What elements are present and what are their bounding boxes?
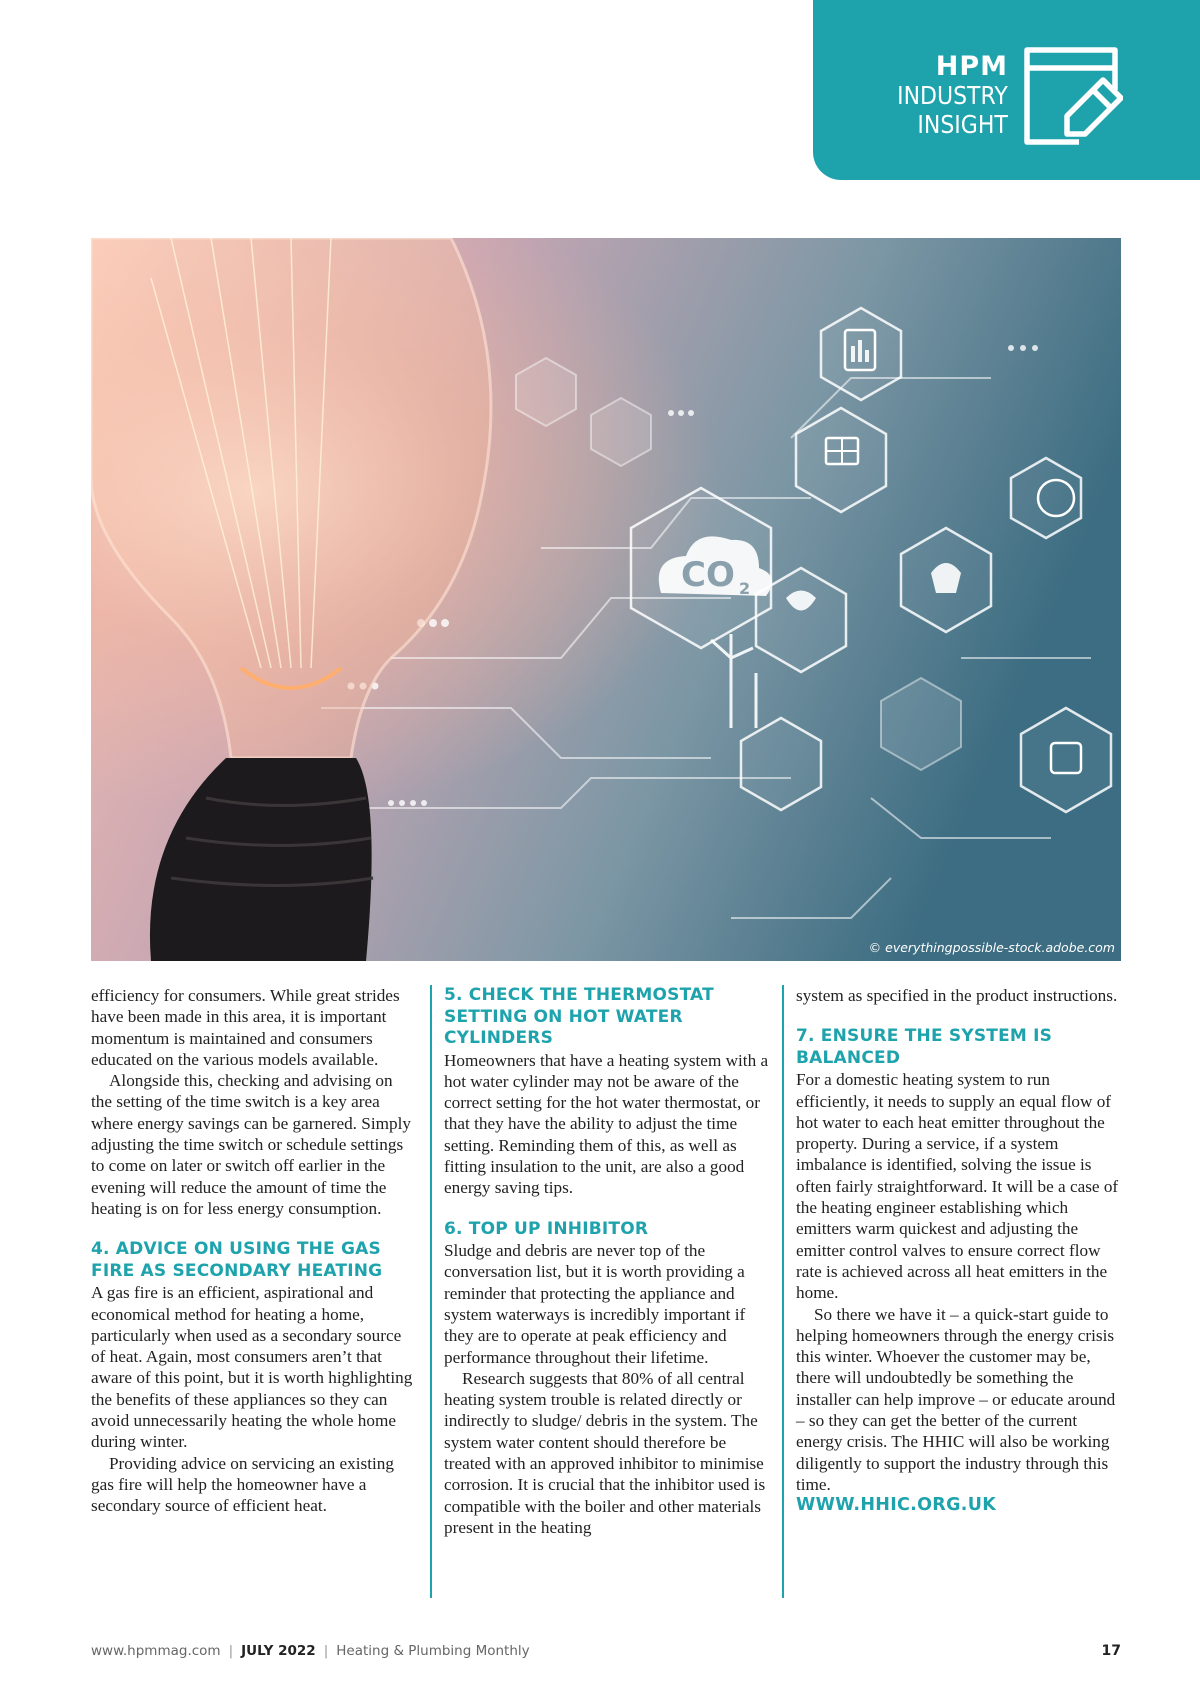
photo-credit: © everythingpossible-stock.adobe.com xyxy=(868,940,1115,955)
paragraph: So there we have it – a quick-start guide to helping homeowners through the energy crisis this winter. Whoever the customer may be, there will undoubtedly be something the installer can help improve – or educate around – so they can get the better of the current energy crisis. The HHIC will also be working diligently to support the industry through this time. xyxy=(796,1304,1116,1494)
hpm-industry-insight-badge xyxy=(813,0,1200,180)
article-column-2 xyxy=(444,985,769,1538)
section-heading-7: 7. ENSURE THE SYSTEM IS BALANCED xyxy=(796,1026,1053,1068)
paragraph: Providing advice on servicing an existing gas fire will help the homeowner have a secondary source of efficient heat. xyxy=(91,1453,394,1516)
section-heading-4: 4. ADVICE ON USING THE GAS FIRE AS SECONDARY HEATING xyxy=(91,1239,383,1281)
footer-publication: Heating & Plumbing Monthly xyxy=(336,1643,530,1659)
svg-text:CO: CO xyxy=(681,555,735,595)
column-rule-2 xyxy=(782,985,784,1598)
article-column-3 xyxy=(796,985,1121,1517)
article-column-1 xyxy=(91,985,414,1517)
hhic-website-link[interactable]: WWW.HHIC.ORG.UK xyxy=(796,1495,997,1516)
paragraph: For a domestic heating system to run efficiently, it needs to supply an equal flow of hot water to each heat emitter throughout the property. During a service, if a system imbalance is identified, solving the issue is often fairly straightforward. It will be a case of the heating engineer establishing which emitters warm quickest and adjusting the emitter control valves to ensure correct flow rate is achieved across all heat emitters in the home. xyxy=(796,1070,1119,1303)
paragraph: system as specified in the product instructions. xyxy=(796,986,1118,1005)
notepad-pen-icon xyxy=(1023,46,1123,146)
badge-line-insight: INSIGHT xyxy=(917,110,1008,139)
paragraph: Alongside this, checking and advising on the setting of the time switch is a key area where energy savings can be garnered. Simply adjusting the time switch or schedule settings to come on later or switch off earlier in the evening will reduce the amount of time the heating is on for less energy consumption. xyxy=(91,1071,411,1218)
section-heading-5: 5. CHECK THE THERMOSTAT SETTING ON HOT WATER CYLINDERS xyxy=(444,985,714,1048)
badge-text xyxy=(882,52,1008,139)
lightbulb-energy-illustration xyxy=(91,238,1121,961)
footer-month: JULY 2022 xyxy=(241,1643,316,1659)
badge-line-hpm: HPM xyxy=(935,51,1008,82)
paragraph: Research suggests that 80% of all central heating system trouble is related directly or indirectly to sludge/ debris in the system. The system water content should therefore be treated with an approved inhibitor to minimise corrosion. It is crucial that the inhibitor used is compatible with the boiler and other materials present in the heating xyxy=(444,1368,766,1537)
section-heading-6: 6. TOP UP INHIBITOR xyxy=(444,1218,649,1239)
paragraph: Homeowners that have a heating system with a hot water cylinder may not be aware of the correct setting for the hot water thermostat, or that they have the ability to adjust the time setting. Reminding them of this, as well as fitting insulation to the unit, are also a good energy saving tips. xyxy=(444,1050,769,1198)
footer-site[interactable]: www.hpmmag.com xyxy=(91,1643,221,1659)
column-rule-1 xyxy=(430,985,432,1598)
hero-image xyxy=(91,238,1121,961)
badge-line-industry: INDUSTRY xyxy=(897,81,1008,110)
svg-text:2: 2 xyxy=(739,579,751,598)
paragraph: A gas fire is an efficient, aspirational and economical method for heating a home, particularly when used as a secondary source of heat. Again, most consumers aren’t that aware of this point, but it is worth highlighting the benefits of these appliances so they can avoid unnecessarily heating the whole home during winter. xyxy=(91,1283,413,1452)
page-number: 17 xyxy=(1101,1643,1121,1659)
paragraph: efficiency for consumers. While great strides have been made in this area, it is important momentum is maintained and consumers educated on the various models available. xyxy=(91,986,400,1069)
paragraph: Sludge and debris are never top of the conversation list, but it is worth providing a reminder that protecting the appliance and system waterways is incredibly important if they are to operate at peak efficiency and performance throughout their lifetime. xyxy=(444,1241,746,1367)
page-footer: www.hpmmag.com | JULY 2022 | Heating & Plumbing Monthly xyxy=(91,1643,530,1659)
